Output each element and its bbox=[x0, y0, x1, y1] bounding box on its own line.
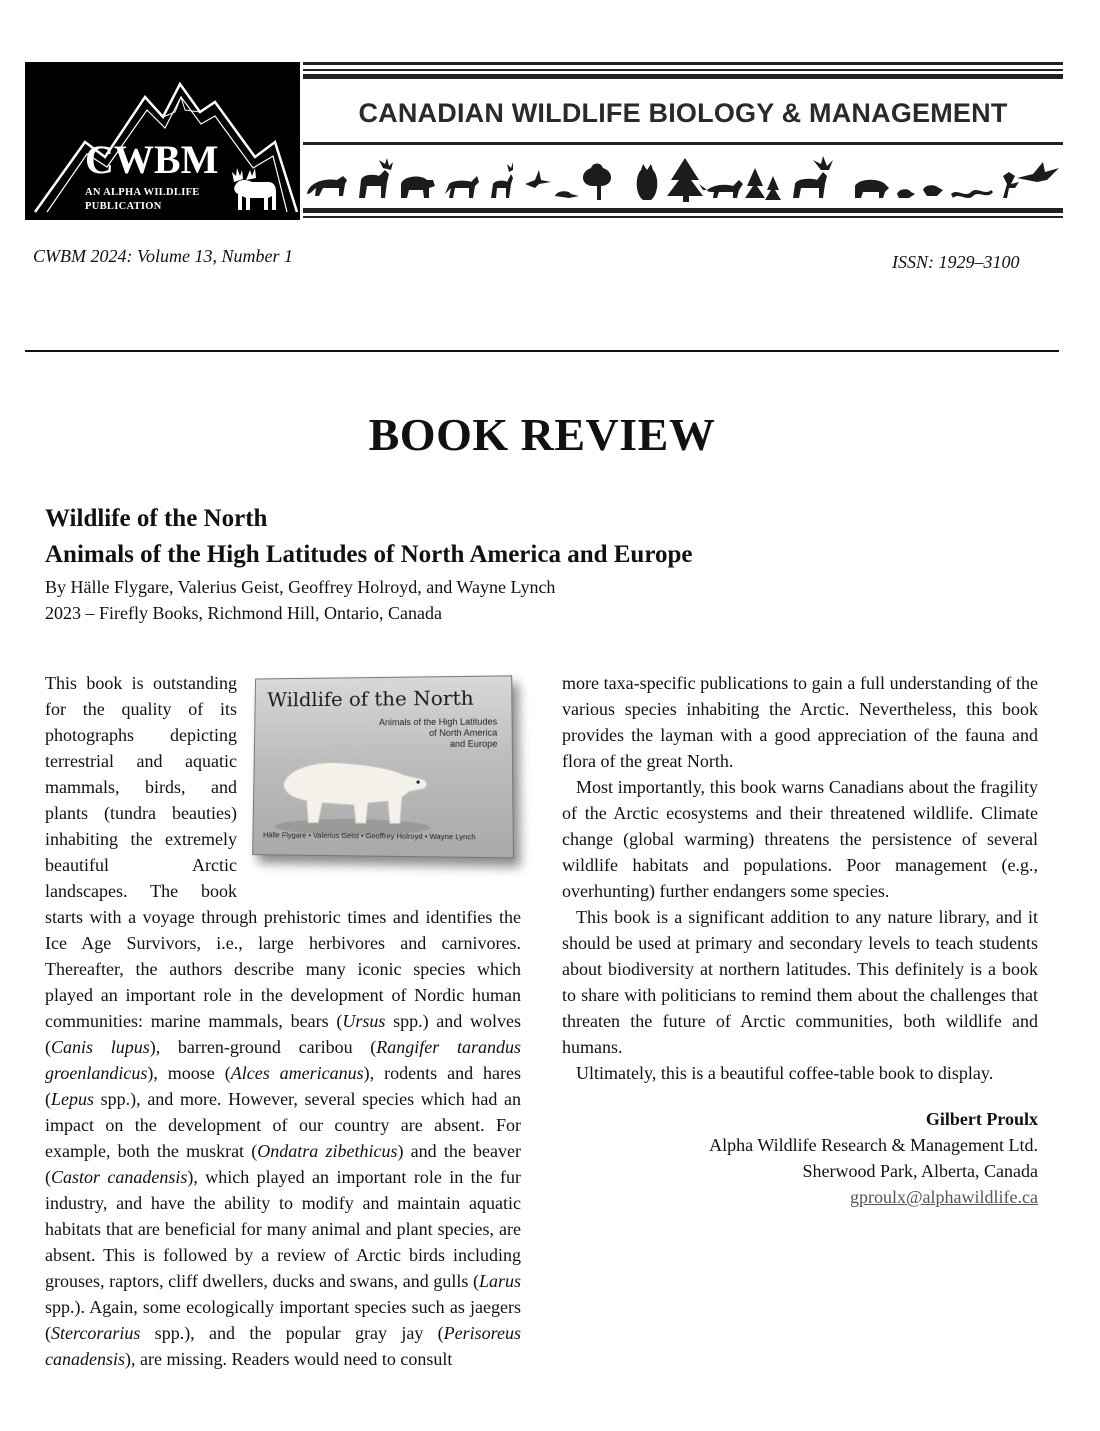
species-name: Rangifer tarandus groenlandicus bbox=[45, 1037, 521, 1083]
cover-subtitle-line: Animals of the High Latitudes bbox=[379, 716, 498, 728]
cover-title: Wildlife of the North bbox=[267, 685, 474, 712]
species-name: Canis lupus bbox=[51, 1037, 150, 1057]
text-run: ) and the beaver ( bbox=[45, 1141, 521, 1187]
polar-bear-icon bbox=[273, 735, 432, 836]
banner-rule bbox=[303, 74, 1063, 79]
text-run: ), are missing. Readers would need to consult bbox=[125, 1349, 453, 1369]
species-name: Stercorarius bbox=[51, 1323, 141, 1343]
issue-volume: CWBM 2024: Volume 13, Number 1 bbox=[33, 246, 293, 266]
logo-sub-line: AN ALPHA WILDLIFE bbox=[85, 187, 200, 198]
review-paragraph: Ultimately, this is a beautiful coffee-table book to display. bbox=[576, 1063, 994, 1083]
text-run: This book is outstanding for the quality of its photographs depicting terrestrial and aquatic mammals, birds, and plants (tundra beauties) inhabiting the extremely beautiful Arctic landscapes. The book starts with a voyage through prehistoric times and identifies the Ice Age Survivors, i.e., large herbivores and carnivores. Thereafter, the authors describe many iconic species which played an important role in the development of Nordic human communities: marine mammals, bears ( bbox=[45, 673, 521, 1031]
reviewer-name: Gilbert Proulx bbox=[925, 1109, 1038, 1129]
review-column-right bbox=[562, 670, 1038, 1210]
reviewer-organization: Alpha Wildlife Research & Management Ltd. bbox=[709, 1135, 1038, 1155]
species-name: Perisoreus canadensis bbox=[45, 1323, 521, 1369]
book-authors: By Hälle Flygare, Valerius Geist, Geoffrey Holroyd, and Wayne Lynch bbox=[45, 577, 556, 597]
banner-rule bbox=[303, 208, 1063, 213]
review-column-left bbox=[45, 670, 521, 1372]
species-name: Alces americanus bbox=[230, 1063, 364, 1083]
section-heading: BOOK REVIEW bbox=[368, 409, 716, 460]
book-subtitle: Animals of the High Latitudes of North America and Europe bbox=[45, 541, 693, 568]
cover-subtitle-line: and Europe bbox=[449, 738, 498, 749]
text-run: ), moose ( bbox=[147, 1063, 231, 1083]
text-run: spp.), and the popular gray jay ( bbox=[140, 1323, 444, 1343]
cover-subtitle-line: of North America bbox=[429, 727, 498, 738]
text-run: ), barren-ground caribou ( bbox=[149, 1037, 377, 1057]
reviewer-email-link[interactable]: gproulx@alphawildlife.ca bbox=[849, 1187, 1038, 1207]
logo-subtitle bbox=[85, 186, 235, 214]
text-run: spp.). Again, some ecologically important species such as jaegers ( bbox=[45, 1297, 521, 1343]
reviewer-location: Sherwood Park, Alberta, Canada bbox=[802, 1161, 1038, 1181]
text-run: ), rodents and hares ( bbox=[45, 1063, 522, 1109]
logo-text: CWBM bbox=[85, 137, 219, 182]
reviewer-signature bbox=[562, 1106, 1038, 1210]
species-name: Larus bbox=[478, 1271, 521, 1291]
review-paragraph: This book is a significant addition to any nature library, and it should be used at primary and secondary levels to teach students about biodiversity at northern latitudes. This definitely is a book to share with politicians to remind them about the challenges that threaten the future of Arctic communities, both wildlife and humans. bbox=[562, 907, 1038, 1057]
species-name: Ursus bbox=[342, 1011, 386, 1031]
logo-sub-line: PUBLICATION bbox=[85, 201, 162, 212]
book-publisher: 2023 – Firefly Books, Richmond Hill, Ontario, Canada bbox=[45, 603, 442, 623]
animal-silhouettes-icon bbox=[303, 154, 1063, 206]
banner-rule bbox=[303, 216, 1063, 218]
journal-logo bbox=[25, 62, 300, 220]
journal-banner bbox=[303, 62, 1063, 222]
review-paragraph: more taxa-specific publications to gain a full understanding of the various species inhabiting the Arctic. Nevertheless, this book provides the layman with a good appreciation of the fauna and flora of the great North. bbox=[562, 673, 1038, 771]
cover-authors: Hälle Flygare • Valerius Geist • Geoffrey Holroyd • Wayne Lynch bbox=[263, 830, 476, 842]
species-name: Castor canadensis bbox=[51, 1167, 188, 1187]
text-run: spp.), and more. However, several species which had an impact on the development of our country are absent. For example, both the muskrat ( bbox=[45, 1089, 521, 1161]
species-name: Lepus bbox=[51, 1089, 95, 1109]
moose-icon bbox=[230, 162, 280, 214]
text-run: ), which played an important role in the fur industry, and have the ability to modify and maintain aquatic habitats that are beneficial for many animal and plant species, are absent. This is followed by a review of Arctic birds including grouses, raptors, cliff dwellers, ducks and swans, and gulls ( bbox=[45, 1167, 521, 1291]
divider bbox=[25, 350, 1059, 352]
text-run: spp.) and wolves ( bbox=[45, 1011, 521, 1057]
review-paragraph: Most importantly, this book warns Canadians about the fragility of the Arctic ecosystems and their threatened wildlife. Climate change (global warming) threatens the persistence of several wildlife habitats and populations. Poor management (e.g., overhunting) further endangers some species. bbox=[562, 777, 1038, 901]
issn: ISSN: 1929–3100 bbox=[892, 252, 1020, 272]
banner-rule bbox=[303, 62, 1063, 65]
journal-title: CANADIAN WILDLIFE BIOLOGY & MANAGEMENT bbox=[358, 98, 1008, 128]
banner-rule bbox=[303, 142, 1063, 145]
book-title: Wildlife of the North bbox=[45, 505, 268, 532]
species-name: Ondatra zibethicus bbox=[257, 1141, 398, 1161]
book-cover bbox=[252, 675, 514, 858]
book-cover-image bbox=[251, 676, 521, 872]
banner-rule bbox=[303, 69, 1063, 71]
